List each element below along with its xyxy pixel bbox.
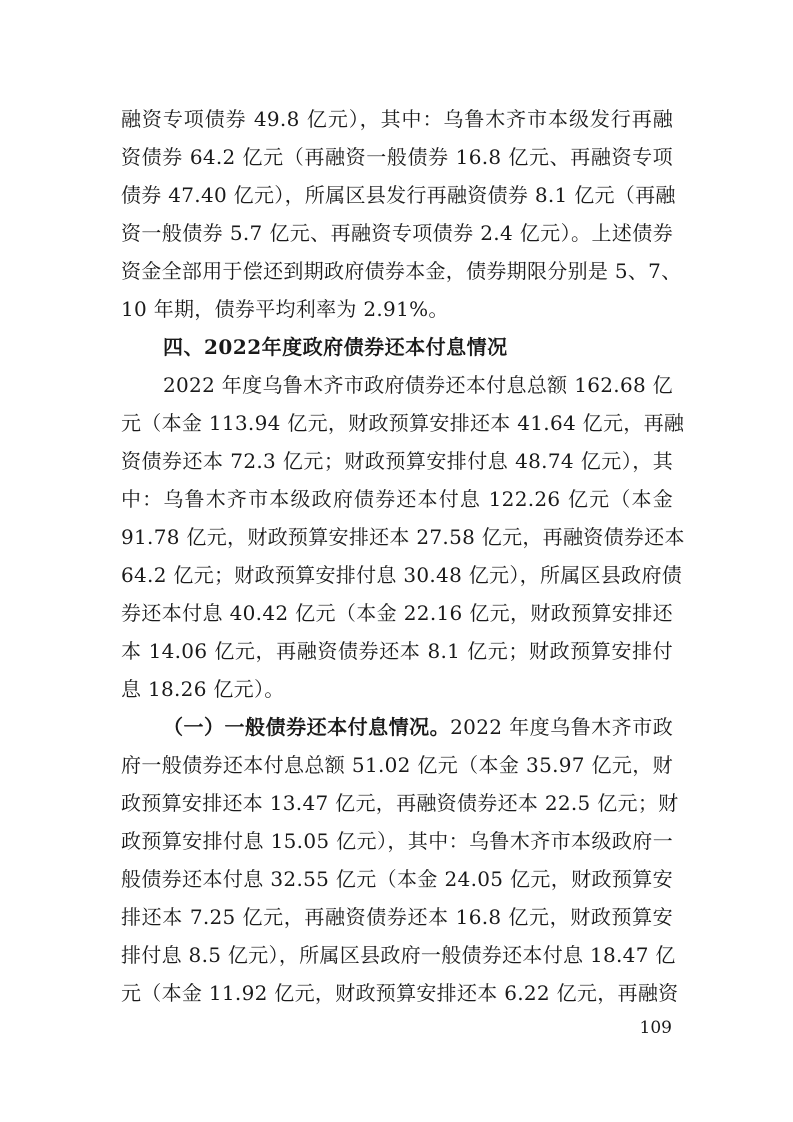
paragraph-text: 2022 年度乌鲁木齐市政 [450, 715, 673, 739]
paragraph-line: 元（本金 11.92 亿元，财政预算安排还本 6.22 亿元，再融资 [121, 981, 679, 1005]
paragraph-line: 券还本付息 40.42 亿元（本金 22.16 亿元，财政预算安排还 [121, 601, 673, 625]
paragraph-line: 政预算安排付息 15.05 亿元），其中：乌鲁木齐市本级政府一 [121, 829, 673, 853]
paragraph-line: 64.2 亿元；财政预算安排付息 30.48 亿元），所属区县政府债 [121, 563, 683, 587]
paragraph-line: 资金全部用于偿还到期政府债券本金，债券期限分别是 5、7、 [121, 259, 682, 283]
paragraph-line: 资债券 64.2 亿元（再融资一般债券 16.8 亿元、再融资专项 [121, 145, 673, 169]
paragraph-line: 资债券还本 72.3 亿元；财政预算安排付息 48.74 亿元），其 [121, 449, 673, 473]
paragraph-line: 91.78 亿元，财政预算安排还本 27.58 亿元，再融资债券还本 [121, 525, 685, 549]
paragraph-line: 10 年期，债券平均利率为 2.91%。 [121, 297, 449, 321]
paragraph-line: 中：乌鲁木齐市本级政府债券还本付息 122.26 亿元（本金 [121, 487, 673, 511]
subsection-title: （一）一般债券还本付息情况。 [163, 715, 451, 739]
page-number: 109 [639, 1018, 672, 1038]
paragraph-line: 排还本 7.25 亿元，再融资债券还本 16.8 亿元，财政预算安 [121, 905, 673, 929]
paragraph-line: 元（本金 113.94 亿元，财政预算安排还本 41.64 亿元，再融 [121, 411, 685, 435]
section-heading: 四、2022年度政府债券还本付息情况 [163, 335, 508, 359]
paragraph-line: 债券 47.40 亿元），所属区县发行再融资债券 8.1 亿元（再融 [121, 183, 676, 207]
paragraph-line: 融资专项债券 49.8 亿元），其中：乌鲁木齐市本级发行再融 [121, 107, 673, 131]
paragraph-line: 2022 年度乌鲁木齐市政府债券还本付息总额 162.68 亿 [163, 373, 673, 397]
paragraph-line: 般债券还本付息 32.55 亿元（本金 24.05 亿元，财政预算安 [121, 867, 673, 891]
paragraph-line: 息 18.26 亿元）。 [121, 677, 285, 701]
paragraph-line: 排付息 8.5 亿元），所属区县政府一般债券还本付息 18.47 亿 [121, 943, 676, 967]
paragraph-line: 本 14.06 亿元，再融资债券还本 8.1 亿元；财政预算安排付 [121, 639, 673, 663]
paragraph-line: 府一般债券还本付息总额 51.02 亿元（本金 35.97 亿元，财 [121, 753, 673, 777]
paragraph-line [163, 708, 673, 746]
paragraph-line: 资一般债券 5.7 亿元、再融资专项债券 2.4 亿元）。上述债券 [121, 221, 673, 245]
paragraph-line: 政预算安排还本 13.47 亿元，再融资债券还本 22.5 亿元；财 [121, 791, 679, 815]
